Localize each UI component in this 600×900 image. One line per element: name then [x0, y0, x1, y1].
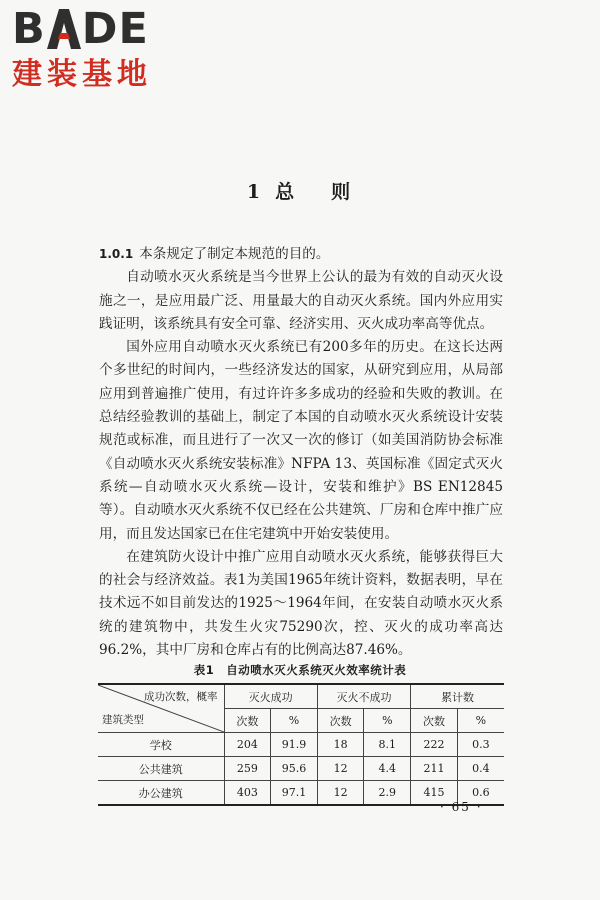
sub-header: % [364, 709, 411, 733]
table-cell: 办公建筑 [98, 781, 224, 806]
table-cell: 204 [224, 733, 271, 757]
corner-top-label: 成功次数，概率 [144, 691, 218, 703]
chapter-title-part1: 总 [275, 181, 298, 203]
clause-number: 1.0.1 [99, 247, 134, 261]
page-number: · 65 · [440, 800, 483, 814]
table-cell: 222 [411, 733, 458, 757]
table-row [98, 757, 504, 781]
group-header: 累计数 [411, 684, 504, 709]
logo-letter-b: B [12, 4, 46, 54]
bade-logo [12, 6, 182, 94]
group-header: 灭火不成功 [317, 684, 410, 709]
table-title: 自动喷水灭火系统灭火效率统计表 [226, 663, 407, 677]
group-header: 灭火成功 [224, 684, 317, 709]
table-caption [0, 662, 600, 678]
clause-text: 本条规定了制定本规范的目的。 [139, 246, 330, 262]
table-cell: 学校 [98, 733, 224, 757]
body-text [99, 243, 503, 662]
table-cell: 0.4 [457, 757, 504, 781]
sub-header: 次数 [224, 709, 271, 733]
sub-header: 次数 [411, 709, 458, 733]
table-cell: 公共建筑 [98, 757, 224, 781]
table-cell: 403 [224, 781, 271, 806]
table-corner-cell [98, 684, 224, 733]
table-number: 表1 [193, 663, 215, 677]
table-cell: 8.1 [364, 733, 411, 757]
table-cell: 91.9 [271, 733, 318, 757]
chapter-title [0, 177, 600, 204]
table-header-row [98, 684, 504, 709]
table-cell: 415 [411, 781, 458, 806]
table-cell: 0.3 [457, 733, 504, 757]
table-cell: 12 [317, 757, 364, 781]
table-cell: 95.6 [271, 757, 318, 781]
clause-paragraph [99, 243, 503, 266]
paragraph-1: 自动喷水灭火系统是当今世界上公认的最为有效的自动灭火设施之一，是应用最广泛、用量最大的自动灭火系统。国内外应用实践证明，该系统具有安全可靠、经济实用、灭火成功率高等优点。 [99, 269, 503, 332]
table-cell: 4.4 [364, 757, 411, 781]
table-cell: 18 [317, 733, 364, 757]
table-cell: 12 [317, 781, 364, 806]
logo-a-icon [47, 9, 81, 49]
paragraph-3: 在建筑防火设计中推广应用自动喷水灭火系统，能够获得巨大的社会与经济效益。表1为美国1965年统计资料，数据表明，早在技术远不如目前发达的1925～1964年间，在安装自动喷水灭火系统的建筑物中，共发生火灾75290次，控、灭火的成功率高达96.2%，其中厂房和仓库占有的比例高达87.46%。 [99, 548, 503, 659]
table-cell: 259 [224, 757, 271, 781]
sub-header: % [457, 709, 504, 733]
logo-letter-a [47, 9, 81, 49]
chapter-title-part2: 则 [331, 181, 354, 203]
sub-header: 次数 [317, 709, 364, 733]
table-cell: 211 [411, 757, 458, 781]
logo-letters-de: DE [81, 4, 149, 54]
table-cell: 0.6 [457, 781, 504, 806]
paragraph-2: 国外应用自动喷水灭火系统已有200多年的历史。在这长达两个多世纪的时间内，一些经济发达的国家，从研究到应用，从局部应用到普遍推广使用，有过许许多多成功的经验和失败的教训。在总结经验教训的基础上，制定了本国的自动喷水灭火系统设计安装规范或标准，而且进行了一次又一次的修订（如美国消防协会标准《自动喷水灭火系统安装标准》NFPA 13、英国标准《固定式灭火系统—自动喷水灭火系统—设计，安装和维护》BS EN12845等）。自动喷水灭火系统不仅已经在公共建筑、厂房和仓库中推广应用，而且发达国家已在住宅建筑中开始安装使用。 [99, 339, 503, 542]
sub-header: % [271, 709, 318, 733]
corner-bottom-label: 建筑类型 [102, 714, 144, 726]
table-cell: 97.1 [271, 781, 318, 806]
chapter-number: 1 [246, 181, 264, 203]
table-row [98, 733, 504, 757]
table-cell: 2.9 [364, 781, 411, 806]
logo-wordmark [12, 6, 182, 52]
efficiency-table [98, 683, 504, 806]
logo-chinese: 建装基地 [12, 57, 152, 92]
